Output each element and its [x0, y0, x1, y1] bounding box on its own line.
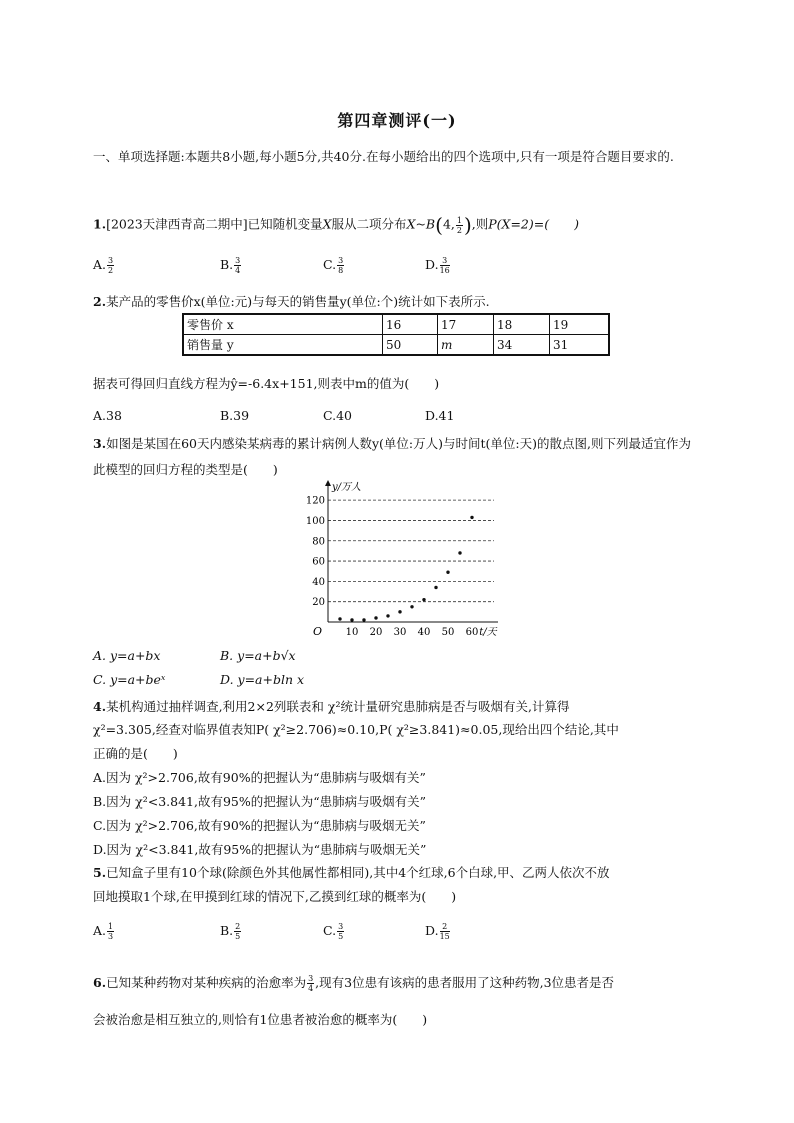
- question-number: 5.: [93, 865, 107, 880]
- option-label: C.: [323, 257, 337, 272]
- fraction: [337, 922, 344, 941]
- fraction: [234, 256, 241, 275]
- data-point: [458, 551, 461, 554]
- fraction: [234, 922, 241, 941]
- fraction: [107, 922, 114, 941]
- x-tick-label: 50: [441, 627, 455, 638]
- question-text: 服从二项分布: [331, 216, 407, 232]
- fraction-numerator: 1: [456, 215, 462, 225]
- data-point: [470, 516, 473, 519]
- x-tick-label: 30: [393, 627, 407, 638]
- fraction: [107, 256, 114, 275]
- question-text: 已知某种药物对某种疾病的治愈率为: [106, 975, 307, 990]
- data-point: [350, 618, 353, 621]
- page-title: 第四章测评(一): [337, 111, 457, 130]
- table-cell: 16: [383, 314, 438, 335]
- fraction-denominator: 16: [439, 266, 450, 275]
- option-a[interactable]: [93, 256, 115, 275]
- option-b[interactable]: B.因为 χ²<3.841,故有95%的把握认为“患肺病与吸烟有关”: [93, 794, 427, 809]
- question-text: 某产品的零售价x(单位:元)与每天的销售量y(单位:个)统计如下表所示.: [106, 294, 490, 309]
- chart-grid: [328, 500, 494, 602]
- fraction-numerator: 3: [338, 256, 344, 265]
- option-label: B.: [220, 257, 234, 272]
- data-point: [446, 571, 449, 574]
- data-point: [362, 618, 365, 621]
- question-3: [93, 431, 698, 483]
- question-text: 某机构通过抽样调查,利用2×2列联表和 χ²统计量研究患肺病是否与吸烟有关,计算得: [106, 699, 570, 714]
- question-4: [93, 697, 569, 715]
- fraction-numerator: 3: [235, 256, 241, 265]
- y-tick-label: 20: [312, 597, 325, 609]
- x-tick-label: 20: [369, 627, 383, 638]
- x-tick-label: 60: [465, 627, 479, 638]
- x-tick-label: 40: [417, 627, 431, 638]
- option-d[interactable]: D.41: [425, 408, 455, 423]
- chart-axes: [313, 480, 498, 638]
- q1-options: [93, 256, 693, 278]
- option-b[interactable]: [220, 922, 242, 941]
- chart-ticks: [306, 496, 478, 638]
- question-number: 6.: [93, 975, 107, 990]
- option-d[interactable]: [425, 256, 451, 275]
- y-tick-label: 80: [312, 536, 325, 548]
- fraction-numerator: 3: [308, 974, 314, 983]
- question-text: [2023天津西青高二期中]已知随机变量: [106, 216, 323, 232]
- question-6: [93, 973, 614, 993]
- fraction-denominator: 5: [338, 932, 344, 941]
- data-point: [386, 614, 389, 617]
- option-b[interactable]: B. y=a+b√x: [220, 648, 296, 663]
- fraction-denominator: 5: [235, 932, 241, 941]
- table-cell: m: [438, 335, 494, 356]
- option-d[interactable]: D.因为 χ²<3.841,故有95%的把握认为“患肺病与吸烟无关”: [93, 842, 427, 857]
- variable: X: [322, 216, 332, 232]
- right-paren: ): [463, 213, 472, 237]
- data-point: [434, 586, 437, 589]
- data-point: [374, 616, 377, 619]
- q3-options-row1: [93, 648, 693, 670]
- option-label: D.: [425, 923, 439, 938]
- question-number: 1.: [93, 216, 107, 232]
- table-cell: 19: [550, 314, 610, 335]
- option-a[interactable]: [93, 922, 115, 941]
- data-point: [410, 605, 413, 608]
- question-text: 据表可得回归直线方程为ŷ=-6.4x+151,则表中m的值为( ): [93, 376, 440, 391]
- fraction: [456, 216, 463, 235]
- question-text: 回地摸取1个球,在甲摸到红球的情况下,乙摸到红球的概率为( ): [93, 889, 457, 904]
- x-tick-label: 10: [345, 627, 359, 638]
- q3-options-row2: [93, 672, 693, 694]
- option-c[interactable]: C. y=a+beˣ: [93, 672, 166, 687]
- option-d[interactable]: [425, 922, 451, 941]
- option-c[interactable]: [323, 256, 345, 275]
- question-5: [93, 863, 610, 881]
- y-axis-label: y/万人: [332, 482, 362, 493]
- table-cell: 17: [438, 314, 494, 335]
- data-table: [182, 313, 610, 356]
- scatter-chart: [300, 478, 500, 640]
- option-a[interactable]: A.38: [93, 408, 122, 423]
- option-label: C.: [323, 923, 337, 938]
- question-2: [93, 292, 490, 310]
- fraction-numerator: 1: [108, 922, 114, 931]
- table-cell: 34: [494, 335, 550, 356]
- option-c[interactable]: C.因为 χ²>2.706,故有90%的把握认为“患肺病与吸烟无关”: [93, 818, 426, 833]
- table-cell: 50: [383, 335, 438, 356]
- option-a[interactable]: A. y=a+bx: [93, 648, 161, 663]
- question-1: [93, 213, 579, 237]
- option-c[interactable]: C.40: [323, 408, 352, 423]
- data-point: [398, 610, 401, 613]
- table-row: [183, 335, 609, 356]
- x-axis-label: t/天: [479, 627, 497, 638]
- option-c[interactable]: [323, 922, 345, 941]
- chart-points: [338, 516, 473, 622]
- fraction: [440, 256, 450, 275]
- question-text: 会被治愈是相互独立的,则恰有1位患者被治愈的概率为( ): [93, 1012, 428, 1027]
- y-tick-label: 60: [312, 556, 325, 568]
- question-text: χ²=3.305,经查对临界值表知P( χ²≥2.706)≈0.10,P( χ²≥3.841)≈0.05,现给出四个结论,其中: [93, 722, 619, 737]
- table-row: [183, 314, 609, 335]
- question-text: 如图是某国在60天内感染某病毒的累计病例人数y(单位:万人)与时间t(单位:天)的散点图,则下列最适宜作为此模型的回归方程的类型是( ): [93, 436, 691, 477]
- question-prob: P(X=2)=( ): [488, 216, 579, 232]
- option-label: A.: [93, 257, 107, 272]
- fraction-denominator: 8: [338, 266, 344, 275]
- fraction-denominator: 3: [108, 932, 114, 941]
- question-number: 2.: [93, 294, 107, 309]
- section-heading: 一、单项选择题:本题共8小题,每小题5分,共40分.在每小题给出的四个选项中,只有一项是符合题目要求的.: [93, 149, 674, 164]
- fraction-denominator: 15: [439, 932, 450, 941]
- option-a[interactable]: A.因为 χ²>2.706,故有90%的把握认为“患肺病与吸烟有关”: [93, 770, 426, 785]
- fraction-numerator: 2: [235, 922, 241, 931]
- fraction-numerator: 3: [338, 922, 344, 931]
- data-point: [338, 617, 341, 620]
- question-text: 已知盒子里有10个球(除颜色外其他属性都相同),其中4个红球,6个白球,甲、乙两人依次不放: [106, 865, 610, 880]
- table-cell: 31: [550, 335, 610, 356]
- option-b[interactable]: [220, 256, 242, 275]
- param-n: 4,: [442, 216, 455, 232]
- fraction-numerator: 3: [108, 256, 114, 265]
- table-cell: 18: [494, 314, 550, 335]
- y-tick-label: 120: [305, 495, 325, 507]
- option-label: A.: [93, 923, 107, 938]
- fraction-denominator: 2: [108, 266, 114, 275]
- option-b[interactable]: B.39: [220, 408, 250, 423]
- question-text: ,现有3位患有该病的患者服用了这种药物,3位患者是否: [315, 975, 615, 990]
- y-tick-label: 100: [305, 515, 325, 527]
- data-point: [422, 598, 425, 601]
- fraction-numerator: 3: [440, 256, 450, 266]
- fraction-denominator: 4: [308, 984, 314, 993]
- option-label: B.: [220, 923, 234, 938]
- option-d[interactable]: D. y=a+bln x: [220, 672, 305, 687]
- fraction: [307, 974, 314, 993]
- y-tick-label: 40: [312, 576, 325, 588]
- q5-options: [93, 922, 693, 944]
- fraction-denominator: 4: [235, 266, 241, 275]
- y-axis-arrow: [325, 480, 331, 486]
- option-label: D.: [425, 257, 439, 272]
- question-number: 4.: [93, 699, 107, 714]
- fraction: [337, 256, 344, 275]
- origin-label: O: [312, 625, 322, 638]
- q2-options: [93, 408, 693, 430]
- question-number: 3.: [93, 436, 107, 451]
- fraction-numerator: 2: [440, 922, 450, 932]
- table-cell: 销售量 y: [183, 335, 383, 356]
- distribution: X~B: [406, 216, 436, 232]
- question-text: ,则: [471, 216, 489, 232]
- left-paren: (: [435, 213, 443, 237]
- table-cell: 零售价 x: [183, 314, 383, 335]
- fraction: [440, 922, 450, 941]
- question-text: 正确的是( ): [93, 746, 178, 761]
- fraction-denominator: 2: [456, 225, 462, 235]
